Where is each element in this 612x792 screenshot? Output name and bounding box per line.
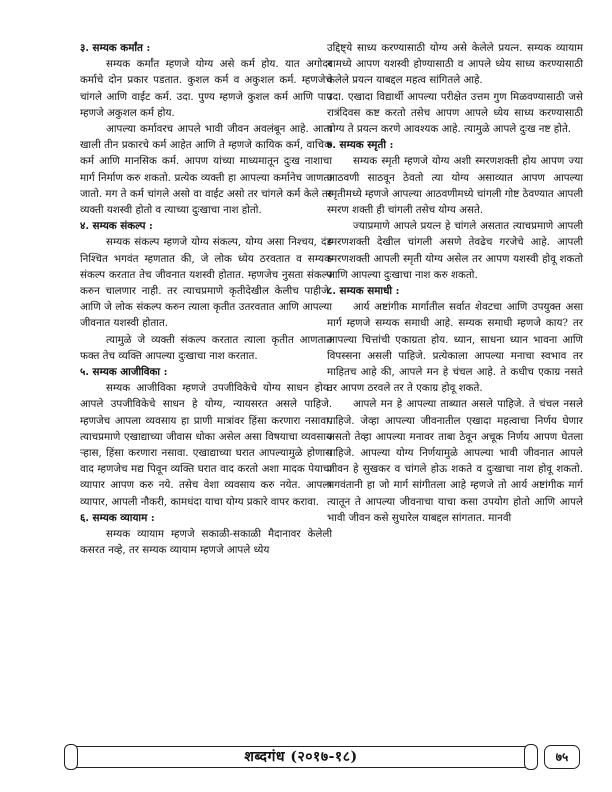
body-paragraph: ज्याप्रमाणे आपले प्रयत्न हे चांगले असतात त्याचप्रमाणे आपली स्मरणशक्ती देखील चांगली असणे तेवढेच गरजेचे आहे. आपली स्मरणशक्ती आपली स्मृती योग्य असेल तर आपण यशस्वी होवू शकतो आणि आपल्या दुःखाचा नाश करु शकतो. (327, 220, 583, 281)
page-number: ७५ (544, 745, 580, 769)
body-paragraph: सम्यक आजीविका म्हणजे उपजीविकेचे योग्य साधन होय. आपले उपजीविकेचे साधन हे योग्य, न्यायसरत असले पाहिजे. म्हणजेच आपला व्यवसाय हा प्राणी मात्रांवर हिंसा करणारा नसावा. त्याचप्रमाणे एखाद्याच्या जीवास धोका असेल असा विषयाचा व्यवसाय ऱ्हास, हिंसा करणारा नसावा. एखाद्याच्या घरात आपल्यामुळे होणारा वाद म्हणजेच मद्य पिवून व्यक्ति घरात वाद करतो अशा मादक पेयाचा व्यापार आपण करु नये. तसेच वेशा व्यवसाय करु नयेत. आपला व्यापार, आपली नौकरी, कामधंदा याचा योग्य प्रकारे वापर करावा. (80, 382, 332, 508)
body-paragraph: सम्यक व्यायाम म्हणजे सकाळी-सकाळी मैदानावर केलेली कसरत नव्हे, तर सम्यक व्यायाम म्हणजे आपले ध्येय (80, 528, 332, 557)
body-paragraph: आपल्या कर्मावरच आपले भावी जीवन अवलंबून आहे. आता खाली तीन प्रकारचे कर्म आहेत आणि ते म्हणजे कायिक कर्म, वाचिक कर्म आणि मानसिक कर्म. आपण यांच्या माध्यमातून दुःख नाशाचा मार्ग निर्माण करु शकतो. प्रत्येक व्यक्ती हा आपल्या कर्मानेच जाणता जातो. मग ते कर्म चांगले असो वा वाईट असो तर चांगले कर्म केले तर व्यक्ती यशस्वी होतो व त्याच्या दुःखाचा नाश होतो. (80, 123, 332, 217)
body-paragraph: सम्यक संकल्प म्हणजे योग्य संकल्प, योग्य असा निश्चय, दंड निश्चित भगवंत म्हणतात की, जे लोक ध्येय ठरवतात व सम्यक संकल्प करतात तेच जीवनात यशस्वी होतात. म्हणजेच नुसता संकल्प करुन चालणार नाही. तर त्याचप्रमाणे कृतीदेखील केलीच पाहीजे. आणि जे लोक संकल्प करुन त्याला कृतीत उतरवतात आणि आपल्या जीवनात यशस्वी होतात. (80, 236, 332, 330)
section-heading: ६. सम्यक व्यायाम : (80, 511, 155, 524)
right-column (327, 40, 583, 526)
body-paragraph: सम्यक स्मृती म्हणजे योग्य अशी स्मरणशक्ती होय आपण ज्या आठवणी साठवून ठेवतो त्या योग्य असाव्यात आपण आपल्या स्मृतीमध्ये म्हणजे आपल्या आठवणीमध्ये चांगली गोष्ट ठेवण्यात आपली स्मरण शक्ती ही चांगली तसेच योग्य असते. (327, 155, 583, 217)
body-paragraph: आर्य अष्टांगीक मार्गातील सर्वात शेवटचा आणि उपयुक्त असा मार्ग म्हणजे सम्यक समाधी आहे. सम्यक समाधी म्हणजे काय? तर आपल्या चित्तांची एकाग्रता होय. ध्यान, साधना ध्यान भावना आणि विपस्सना असली पाहिजे. प्रत्येकाला आपल्या मनाचा स्वभाव तर माहितच आहे की, आपले मन हे चंचल आहे. ते कधीच एकाग्र नसते तर आपण ठरवले तर ते एकाग्र होवू शकते. (327, 301, 583, 395)
section-heading: ४. सम्यक संकल्प : (80, 220, 153, 233)
left-column (80, 40, 332, 559)
journal-title: शब्दगंध (२०१७-१८) (244, 749, 358, 765)
section-heading: ७. सम्यक स्मृती : (327, 139, 394, 152)
body-paragraph: सम्यक कर्मांत म्हणजे योग्य असे कर्म होय. यात अगोदर कर्माचे दोन प्रकार पडतात. कुशल कर्म व अकुशल कर्म. म्हणजेच चांगले आणि वाईट कर्म. उदा. पुण्य म्हणजे कुशल कर्म आणि पाप म्हणजे अकुशल कर्म होय. (80, 58, 332, 119)
section-heading: ३. सम्यक कर्मांत : (80, 42, 151, 54)
page-footer (60, 742, 580, 770)
section-heading: ८. सम्यक समाधी : (327, 285, 400, 298)
body-paragraph: त्यामुळे जे व्यक्ती संकल्प करतात त्याला कृतीत आणतात फक्त तेच व्यक्ति आपल्या दुःखाचा नाश करतात. (80, 333, 332, 362)
body-paragraph: उद्दिष्ट्ये साध्य करण्यासाठी योग्य असे केलेले प्रयत्न. सम्यक व्यायाम यामध्ये आपण यशस्वी होण्यासाठी व आपले ध्येय साध्य करण्यासाठी केलेले प्रयत्न याबद्दल महत्व सांगितले आहे. (327, 42, 583, 87)
section-heading: ५. सम्यक आजीविका : (80, 366, 168, 379)
body-paragraph: आपले मन हे आपल्या ताब्यात असले पाहिजे. ते चंचल नसले पाहिजे. जेव्हा आपल्या जीवनातील एखादा महत्वाचा निर्णय घेणार असतो तेव्हा आपल्या मनावर ताबा ठेवून अचूक निर्णय आपण घेतला पाहिजे. आपल्या योग्य निर्णयामुळे आपल्या भावी जीवनात आपले जीवन हे सुखकर व चांगले होऊ शकते व दुःखाचा नाश होवू शकतो. भगवंतानी हा जो मार्ग सांगीतला आहे म्हणजे तो आर्य अष्टांगीक मार्ग त्यातून ते आपल्या जीवनाचा याचा कसा उपयोग होतो आणि आपले भावी जीवन कसे सुधारेल याबद्दल सांगतात. मानवी (327, 398, 583, 524)
body-paragraph: उदा. एखादा विद्यार्थी आपल्या परीक्षेत उत्तम गुण मिळवण्यासाठी जसे रात्रंदिवस कष्ट करतो तसेच आपण आपले ध्येय साध्य करण्यासाठी योग्य ते प्रयत्न करणे आवश्यक आहे. त्यामुळे आपले दुःख नष्ट होते. (327, 90, 583, 136)
